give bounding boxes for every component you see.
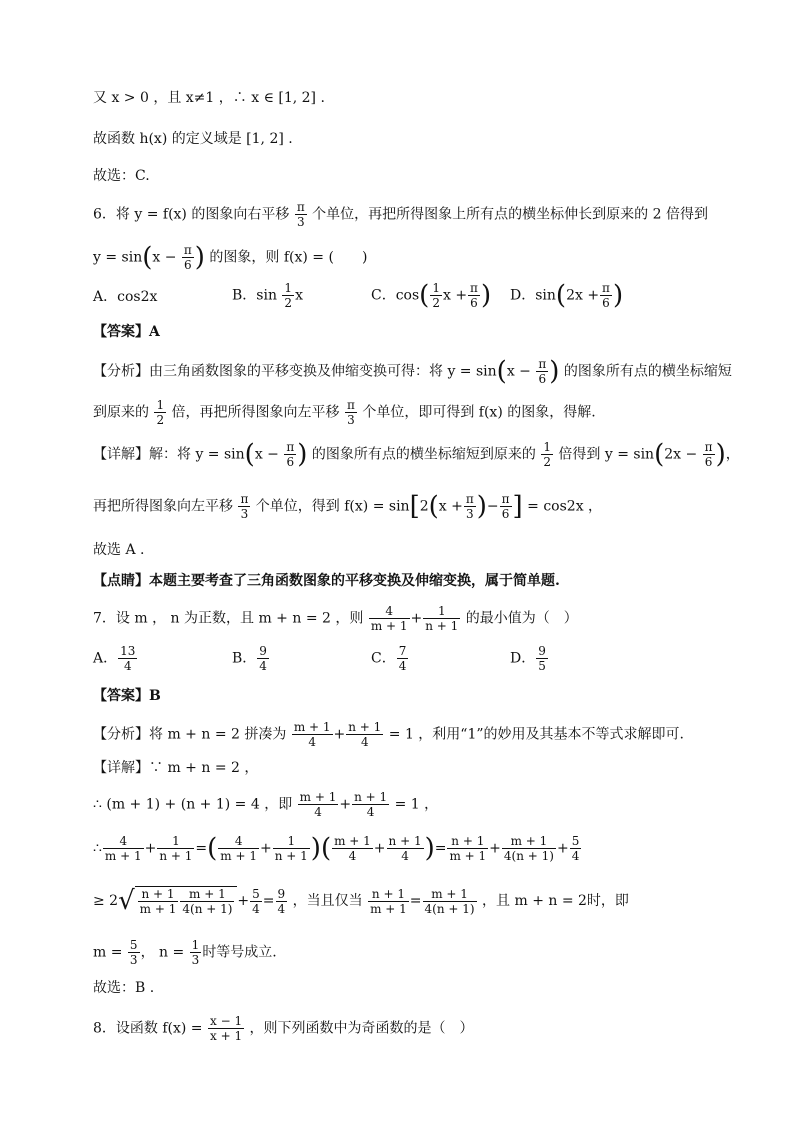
denominator: 6 — [704, 455, 713, 469]
denominator: 6 — [286, 455, 295, 469]
text-span: ， — [725, 446, 740, 463]
numerator: n + 1 — [354, 790, 388, 804]
text-span: 故函数 h(x) 的定义域是 [1, 2] . — [93, 131, 293, 147]
option-b — [232, 644, 270, 673]
fraction — [190, 938, 202, 967]
fraction — [273, 834, 310, 863]
paren: ( — [555, 280, 567, 311]
paren: ( — [207, 833, 218, 864]
text-span: ， n = — [140, 944, 185, 961]
detail-7-line4 — [93, 886, 629, 916]
fraction-pi-3 — [238, 492, 250, 521]
bracket: ] — [512, 491, 523, 522]
fraction-pi-6 — [182, 243, 194, 272]
numerator: π — [347, 398, 355, 412]
option-label: D． — [510, 650, 536, 667]
fraction — [570, 834, 582, 863]
paren: ) — [476, 491, 487, 522]
fraction-pi-6 — [284, 440, 296, 469]
fraction-pi-3 — [464, 492, 476, 521]
denominator: 4(n + 1) — [424, 901, 475, 916]
fraction-pi-3 — [345, 398, 357, 427]
detail-7-line3 — [93, 834, 582, 863]
question-7-stem — [93, 604, 578, 633]
denominator: 4 — [314, 805, 322, 819]
text-span: + — [373, 840, 386, 857]
fraction-pi-6 — [703, 440, 715, 469]
text-span: 【点睛】本题主要考查了三角函数图象的平移变换及伸缩变换，属于简单题. — [93, 573, 560, 589]
paren: ( — [320, 833, 332, 864]
detail-7-line5 — [93, 938, 277, 967]
paren: ( — [496, 356, 507, 387]
denominator: 2 — [284, 296, 293, 310]
text-line — [93, 88, 325, 108]
numerator: 1 — [273, 834, 310, 849]
denominator: 6 — [184, 258, 192, 272]
option-b — [232, 281, 303, 310]
text-span: 倍得到 y = sin — [558, 446, 655, 463]
text-span: = cos2x ， — [527, 498, 603, 515]
numerator: n + 1 — [138, 887, 179, 902]
text-span: + — [333, 726, 346, 743]
text-span: x − — [506, 363, 531, 380]
analysis-7 — [93, 720, 684, 749]
numerator: m + 1 — [293, 720, 331, 734]
analysis-6-cont — [93, 398, 596, 427]
numerator: 1 — [191, 938, 200, 952]
text-span: = 1 ，利用“1”的妙用及其基本不等式求解即可. — [388, 726, 684, 743]
point-6 — [93, 571, 560, 591]
numerator: π — [465, 492, 474, 506]
numerator: 1 — [432, 281, 440, 295]
paren: ) — [549, 356, 560, 387]
text-span: 2 — [419, 498, 429, 515]
text-span: + — [410, 610, 423, 627]
fraction — [250, 887, 262, 916]
text-span: + — [260, 840, 272, 857]
fraction — [387, 834, 424, 863]
numerator: 1 — [284, 281, 293, 295]
text-span: x — [295, 287, 303, 304]
denominator: 4 — [123, 659, 132, 673]
detail-6-cont — [93, 492, 602, 521]
text-span: 【详解】∵ m + n = 2 ， — [93, 760, 259, 776]
denominator: 4 — [308, 735, 316, 749]
fraction — [502, 834, 556, 863]
numerator: π — [501, 492, 510, 506]
denominator: 4 — [259, 659, 267, 673]
answer-7 — [93, 686, 161, 706]
numerator: m + 1 — [299, 790, 337, 804]
denominator: 4 — [571, 849, 580, 863]
denominator: 4 — [398, 659, 407, 673]
text-span: 【详解】解：将 y = sin — [93, 446, 245, 463]
numerator: 9 — [277, 886, 286, 901]
numerator: π — [183, 243, 192, 257]
paren: ) — [424, 833, 435, 864]
option-d — [510, 281, 623, 310]
option-label: A．cos2x — [93, 289, 158, 305]
numerator: 9 — [538, 644, 546, 658]
text-span: + — [144, 840, 157, 857]
denominator: m + 1 — [139, 902, 177, 916]
fraction — [208, 1014, 244, 1043]
numerator: n + 1 — [447, 834, 488, 849]
fraction — [292, 720, 333, 749]
denominator: 4 — [252, 901, 260, 916]
paren: ) — [612, 280, 624, 311]
detail-7-line2 — [93, 790, 438, 819]
numerator: m + 1 — [423, 887, 477, 902]
numerator: 7 — [398, 644, 407, 658]
denominator: 4 — [401, 849, 409, 863]
denominator: 3 — [129, 953, 138, 967]
denominator: n + 1 — [159, 849, 193, 863]
fraction — [103, 834, 144, 863]
fraction-half — [282, 281, 294, 310]
denominator: m + 1 — [370, 619, 408, 633]
denominator: 6 — [470, 296, 478, 310]
numerator: n + 1 — [368, 887, 409, 902]
therefore-symbol: ∴ — [93, 840, 102, 857]
text-span: 倍，再把所得图象向左平移 — [171, 404, 340, 421]
denominator: 3 — [347, 413, 355, 427]
paren: ) — [310, 833, 321, 864]
numerator: m + 1 — [334, 834, 371, 848]
text-span: 时等号成立. — [202, 944, 277, 961]
text-span: 故选：B . — [93, 980, 155, 996]
text-span: y = sin — [93, 249, 143, 266]
fraction-pi-6 — [468, 281, 480, 310]
denominator: 4 — [348, 849, 357, 863]
fraction — [218, 834, 259, 863]
fraction — [423, 887, 477, 916]
answer-label: 【答案】B — [93, 688, 161, 704]
answer-label: 【答案】A — [93, 324, 160, 340]
denominator: 4 — [366, 805, 375, 819]
text-span: 2x + — [566, 287, 600, 304]
fraction — [397, 644, 409, 673]
fraction — [368, 887, 409, 916]
text-span: 故选 A . — [93, 542, 145, 558]
answer-6 — [93, 322, 160, 342]
paren: ) — [297, 439, 308, 470]
text-span: 的图象所有点的横坐标缩短到原来的 — [311, 446, 536, 463]
fraction — [423, 604, 460, 633]
fraction — [346, 720, 383, 749]
denominator: 3 — [191, 953, 200, 967]
text-span: = — [195, 840, 208, 857]
option-label: B． — [232, 650, 257, 667]
numerator: π — [602, 281, 610, 295]
fraction — [332, 834, 373, 863]
denominator: 6 — [501, 507, 510, 521]
bracket: [ — [409, 491, 420, 522]
paren: ( — [244, 439, 255, 470]
fraction — [298, 790, 339, 819]
denominator: n + 1 — [425, 619, 459, 633]
numerator: 5 — [252, 886, 260, 901]
text-span: 的图象，则 f(x) = ( ) — [209, 249, 368, 266]
text-span: ∴ (m + 1) + (n + 1) = 4 ，即 — [93, 796, 293, 813]
selection-6 — [93, 540, 144, 560]
text-span: ，当且仅当 — [292, 893, 363, 909]
detail-7 — [93, 758, 258, 778]
fraction — [276, 887, 288, 916]
option-label: C．cos — [371, 287, 420, 304]
numerator: 1 — [156, 398, 165, 412]
numerator: 1 — [157, 834, 194, 849]
denominator: 3 — [296, 215, 305, 229]
text-span: 【分析】由三角函数图象的平移变换及伸缩变换可得：将 y = sin — [93, 363, 497, 380]
text-span: − — [486, 498, 499, 515]
denominator: 6 — [602, 296, 610, 310]
fraction — [118, 644, 137, 673]
text-span: 6．将 y = f(x) 的图象向右平移 — [93, 206, 290, 223]
numerator: π — [470, 281, 478, 295]
text-span: m = — [93, 944, 123, 961]
denominator: 2 — [432, 296, 440, 310]
option-d — [510, 644, 549, 673]
numerator: 4 — [369, 604, 410, 619]
numerator: n + 1 — [348, 720, 382, 734]
text-span: ，且 m + n = 2时，即 — [482, 893, 629, 909]
numerator: 9 — [259, 644, 267, 658]
fraction — [157, 834, 194, 863]
denominator: 4 — [360, 735, 369, 749]
paren: ( — [428, 491, 439, 522]
question-8-stem — [93, 1014, 474, 1043]
fraction — [180, 887, 234, 916]
text-span: 到原来的 — [93, 404, 149, 421]
text-span: 再把所得图象向左平移 — [93, 498, 233, 515]
fraction-half — [154, 398, 166, 427]
denominator: 3 — [240, 507, 249, 521]
denominator: m + 1 — [370, 901, 407, 916]
numerator: 4 — [103, 834, 144, 849]
text-span: 2x − — [664, 446, 698, 463]
paren: ( — [142, 242, 153, 273]
numerator: x − 1 — [210, 1014, 243, 1028]
detail-6 — [93, 440, 740, 469]
denominator: m + 1 — [449, 849, 487, 863]
text-span: = — [434, 840, 447, 857]
text-span: 又 x > 0 ，且 x≠1 ，∴ x ∈ [1, 2] . — [93, 90, 325, 106]
denominator: n + 1 — [274, 849, 308, 863]
numerator: 5 — [571, 834, 580, 848]
numerator: 13 — [120, 644, 136, 658]
option-label: A． — [93, 650, 118, 667]
numerator: π — [240, 492, 249, 506]
text-span: 故选：C. — [93, 168, 150, 184]
numerator: m + 1 — [502, 834, 556, 849]
text-span: 的最小值为（ ） — [465, 610, 578, 627]
text-line — [93, 129, 293, 149]
option-c — [371, 644, 409, 673]
fraction — [138, 887, 179, 916]
numerator: 4 — [218, 834, 259, 849]
numerator: π — [704, 440, 713, 454]
selection-7 — [93, 978, 154, 998]
denominator: 6 — [538, 372, 547, 386]
text-span: + — [556, 840, 569, 857]
question-6-stem-cont — [93, 243, 367, 272]
denominator: 5 — [538, 659, 546, 673]
text-span: 8．设函数 f(x) = — [93, 1020, 203, 1037]
fraction-pi-6 — [600, 281, 612, 310]
text-span: 个单位，得到 f(x) = sin — [255, 498, 410, 515]
denominator: m + 1 — [220, 849, 257, 863]
paren: ) — [194, 242, 205, 273]
numerator: 1 — [543, 440, 551, 454]
text-span: + — [339, 796, 352, 813]
option-a — [93, 644, 138, 673]
text-span: x − — [254, 446, 279, 463]
numerator: 5 — [129, 938, 138, 952]
fraction-pi-6 — [536, 357, 548, 386]
numerator: π — [286, 440, 295, 454]
text-line — [93, 166, 150, 186]
question-6-stem — [93, 200, 708, 229]
option-label: D．sin — [510, 287, 556, 304]
fraction-half — [430, 281, 442, 310]
option-c — [371, 281, 491, 310]
option-label: C． — [371, 650, 396, 667]
numerator: n + 1 — [388, 834, 422, 848]
radical-sign: √ — [118, 886, 135, 916]
text-span: x + — [438, 498, 463, 515]
denominator: 2 — [543, 455, 551, 469]
denominator: 4(n + 1) — [182, 902, 233, 916]
text-span: ≥ 2 — [93, 893, 119, 909]
text-span: = — [262, 893, 275, 909]
text-span: 个单位，再把所得图象上所有点的横坐标伸长到原来的 2 倍得到 — [312, 206, 708, 223]
text-span: = — [409, 893, 422, 909]
text-span: x − — [152, 249, 177, 266]
text-span: 【分析】将 m + n = 2 拼凑为 — [93, 726, 287, 743]
fraction — [352, 790, 389, 819]
fraction — [369, 604, 410, 633]
numerator: π — [538, 357, 547, 371]
fraction — [257, 644, 269, 673]
numerator: 1 — [423, 604, 460, 619]
text-span: = 1 ， — [394, 796, 439, 813]
denominator: 4(n + 1) — [503, 849, 554, 863]
paren: ) — [715, 439, 726, 470]
fraction — [447, 834, 488, 863]
paren: ( — [654, 439, 665, 470]
radicand — [135, 886, 238, 916]
numerator: π — [296, 200, 305, 214]
denominator: 4 — [277, 901, 286, 916]
denominator: 3 — [466, 507, 474, 521]
paren: ) — [480, 280, 492, 311]
denominator: 2 — [156, 413, 165, 427]
text-span: ，则下列函数中为奇函数的是（ ） — [249, 1020, 474, 1037]
option-label: B．sin — [232, 287, 277, 304]
paren: ( — [419, 280, 430, 311]
analysis-6 — [93, 357, 732, 386]
text-span: x + — [442, 287, 468, 304]
fraction — [536, 644, 548, 673]
denominator: x + 1 — [210, 1029, 243, 1043]
text-span: 个单位，即可得到 f(x) 的图象，得解. — [362, 404, 596, 421]
option-a — [93, 287, 157, 307]
fraction-half — [541, 440, 553, 469]
text-span: 7．设 m ， n 为正数，且 m + n = 2 ，则 — [93, 610, 364, 627]
fraction-pi-6 — [500, 492, 512, 521]
text-span: 的图象所有点的横坐标缩短 — [563, 363, 732, 380]
fraction-pi-3 — [295, 200, 307, 229]
denominator: m + 1 — [104, 849, 142, 863]
text-span: + — [489, 840, 501, 857]
numerator: m + 1 — [180, 887, 234, 902]
fraction — [128, 938, 140, 967]
text-span: + — [237, 893, 250, 909]
